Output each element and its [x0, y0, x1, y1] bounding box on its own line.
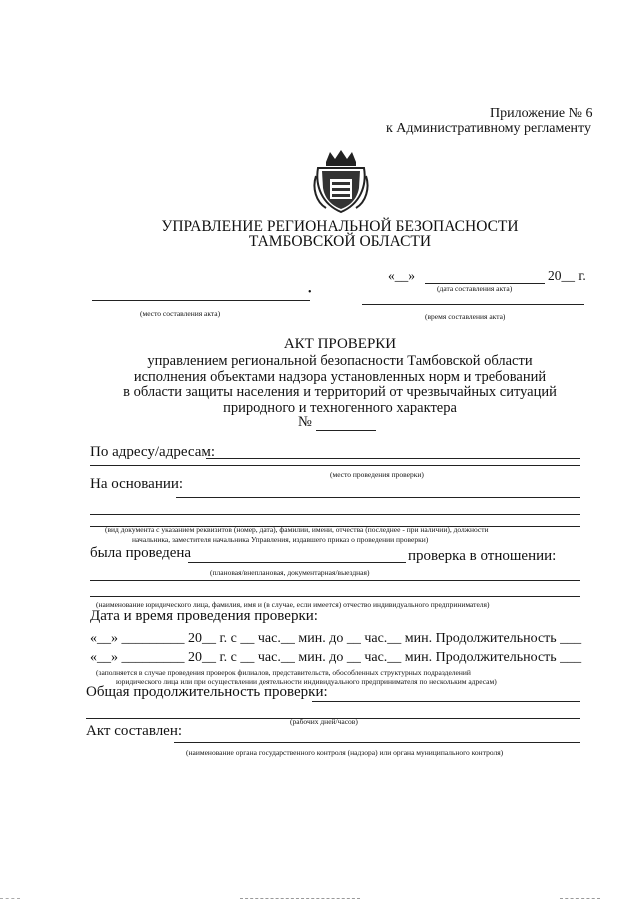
coat-of-arms-emblem — [312, 146, 370, 216]
basis-caption-2: начальника, заместителя начальника Управления, издавшего приказ о проведении проверки) — [132, 535, 429, 544]
place-line — [92, 300, 310, 301]
drafted-label: Акт составлен: — [86, 723, 183, 739]
total-duration-label: Общая продолжительность проверки: — [86, 684, 328, 700]
drafted-line — [174, 742, 580, 743]
act-number-label: № — [298, 414, 312, 430]
basis-line-2 — [90, 514, 580, 515]
date-day-field: «__» — [388, 268, 415, 283]
check-type-line — [188, 562, 406, 563]
act-title: АКТ ПРОВЕРКИ — [283, 336, 397, 352]
org-name-line-1: УПРАВЛЕНИЕ РЕГИОНАЛЬНОЙ БЕЗОПАСНОСТИ — [161, 218, 519, 235]
date-caption: (дата составления акта) — [437, 284, 513, 293]
act-subtitle-4: природного и техногенного характера — [223, 400, 457, 416]
time-line — [362, 304, 584, 305]
entity-line-1 — [90, 580, 580, 581]
address-label: По адресу/адресам: — [90, 444, 216, 460]
datetime-row-1: «__» _________ 20__ г. с __ час.__ мин. до __ час.__ мин. Продолжительность ___ — [90, 631, 582, 646]
regarding-label: проверка в отношении: — [408, 548, 557, 564]
act-subtitle-2: исполнения объектами надзора установленных норм и требований — [133, 369, 547, 385]
time-caption: (время составления акта) — [425, 312, 506, 321]
drafted-caption: (наименование органа государственного контроля (надзора) или органа муниципального контроля) — [186, 748, 504, 757]
branch-caption-2: юридического лица или при осуществлении деятельности индивидуального предпринимателя по нескольким адресам) — [116, 677, 497, 686]
datetime-label: Дата и время проведения проверки: — [90, 608, 318, 624]
scan-artifact — [0, 898, 20, 899]
basis-label: На основании: — [90, 476, 184, 492]
basis-line-1 — [176, 497, 580, 498]
total-duration-line-1 — [312, 701, 580, 702]
branch-caption-1: (заполняется в случае проведения проверок филиалов, представительств, обособленных структурных подразделений — [96, 668, 471, 677]
entity-caption: (наименование юридического лица, фамилия, имя и (в случае, если имеется) отчество индивидуального предпринимателя) — [96, 600, 490, 609]
datetime-row-2: «__» _________ 20__ г. с __ час.__ мин. до __ час.__ мин. Продолжительность ___ — [90, 650, 582, 665]
place-dot: • — [308, 287, 312, 298]
scan-artifact — [240, 898, 360, 899]
place-caption: (место составления акта) — [140, 309, 221, 318]
total-duration-caption: (рабочих дней/часов) — [290, 717, 358, 726]
check-type-caption: (плановая/внеплановая, документарная/выездная) — [210, 568, 370, 577]
address-line-2 — [90, 465, 580, 466]
conducted-label: была проведена — [90, 545, 192, 561]
address-caption: (место проведения проверки) — [330, 470, 424, 479]
basis-caption-1: (вид документа с указанием реквизитов (номер, дата), фамилии, имени, отчества (последнее - при наличии), должности — [105, 525, 489, 534]
appendix-title: Приложение № 6 — [490, 106, 593, 121]
act-subtitle-3: в области защиты населения и территорий от чрезвычайных ситуаций — [123, 384, 557, 400]
regulation-reference: к Административному регламенту — [386, 121, 591, 136]
scan-artifact — [560, 898, 600, 899]
org-name-line-2: ТАМБОВСКОЙ ОБЛАСТИ — [248, 233, 432, 250]
date-year-field: 20__ г. — [548, 268, 586, 283]
address-line-1 — [206, 458, 580, 459]
entity-line-2 — [90, 596, 580, 597]
act-subtitle-1: управлением региональной безопасности Тамбовской области — [147, 353, 533, 369]
act-number-line — [316, 430, 376, 431]
